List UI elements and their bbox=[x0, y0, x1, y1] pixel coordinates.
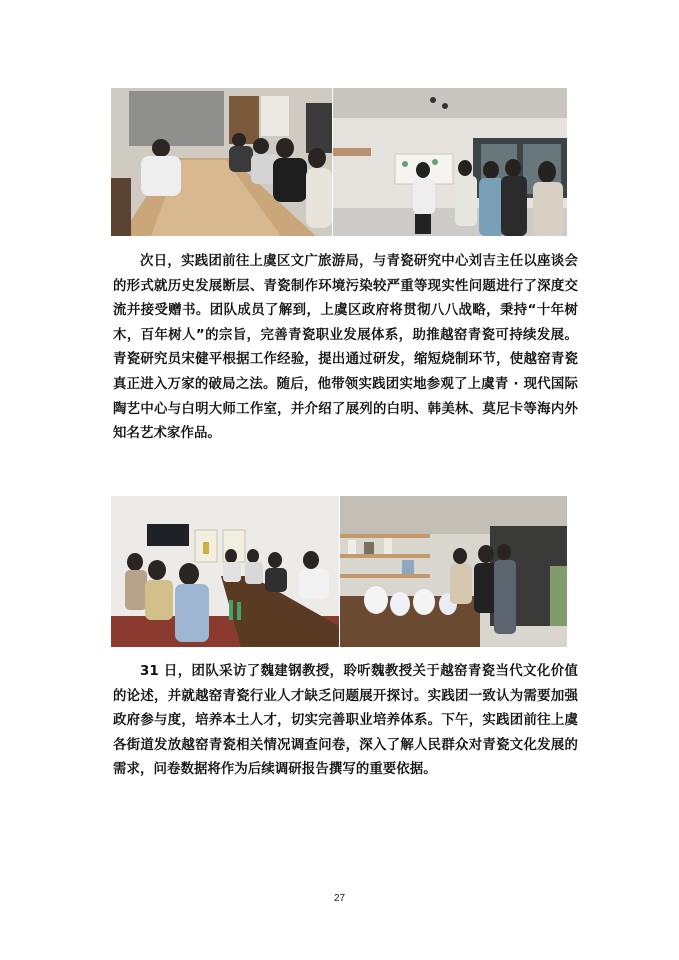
meeting-room-photo bbox=[111, 88, 332, 236]
photo-group-viewing-wall-icon bbox=[333, 88, 567, 236]
office-discussion-photo bbox=[111, 496, 339, 647]
body-paragraph-1 bbox=[113, 250, 578, 447]
page-number: 27 bbox=[333, 893, 346, 904]
ceramics-studio-photo bbox=[340, 496, 567, 647]
body-paragraph-2 bbox=[113, 660, 578, 783]
paragraph-text: 次日，实践团前往上虞区文广旅游局，与青瓷研究中心刘吉主任以座谈会的形式就历史发展断层、青瓷制作环境污染较严重等现实性问题进行了深度交流并接受赠书。团队成员了解到，上虞区政府将贯彻八八战略，秉持“十年树木，百年树人”的宗旨，完善青瓷职业发展体系，助推越窑青瓷可持续发展。青瓷研究员宋健平根据工作经验，提出通过研发，缩短烧制环节，使越窑青瓷真正进入万家的破局之法。随后，他带领实践团实地参观了上虞青 · 现代国际陶艺中心与白明大师工作室，并介绍了展列的白明、韩美林、莫尼卡等海内外知名艺术家作品。 bbox=[113, 254, 578, 442]
photo-meeting-with-tv-icon bbox=[111, 496, 339, 647]
paragraph-text: 31 日，团队采访了魏建钢教授，聆听魏教授关于越窑青瓷当代文化价值的论述，并就越窑青瓷行业人才缺乏问题展开探讨。实践团一致认为需要加强政府参与度，培养本土人才，切实完善职业培养体系。下午，实践团前往上虞各街道发放越窑青瓷相关情况调查问卷，深入了解人民群众对青瓷文化发展的需求，问卷数据将作为后续调研报告撰写的重要依据。 bbox=[113, 664, 578, 778]
photo-pottery-shelves-icon bbox=[340, 496, 567, 647]
gallery-visit-photo bbox=[333, 88, 567, 236]
photo-group-at-table-icon bbox=[111, 88, 332, 236]
